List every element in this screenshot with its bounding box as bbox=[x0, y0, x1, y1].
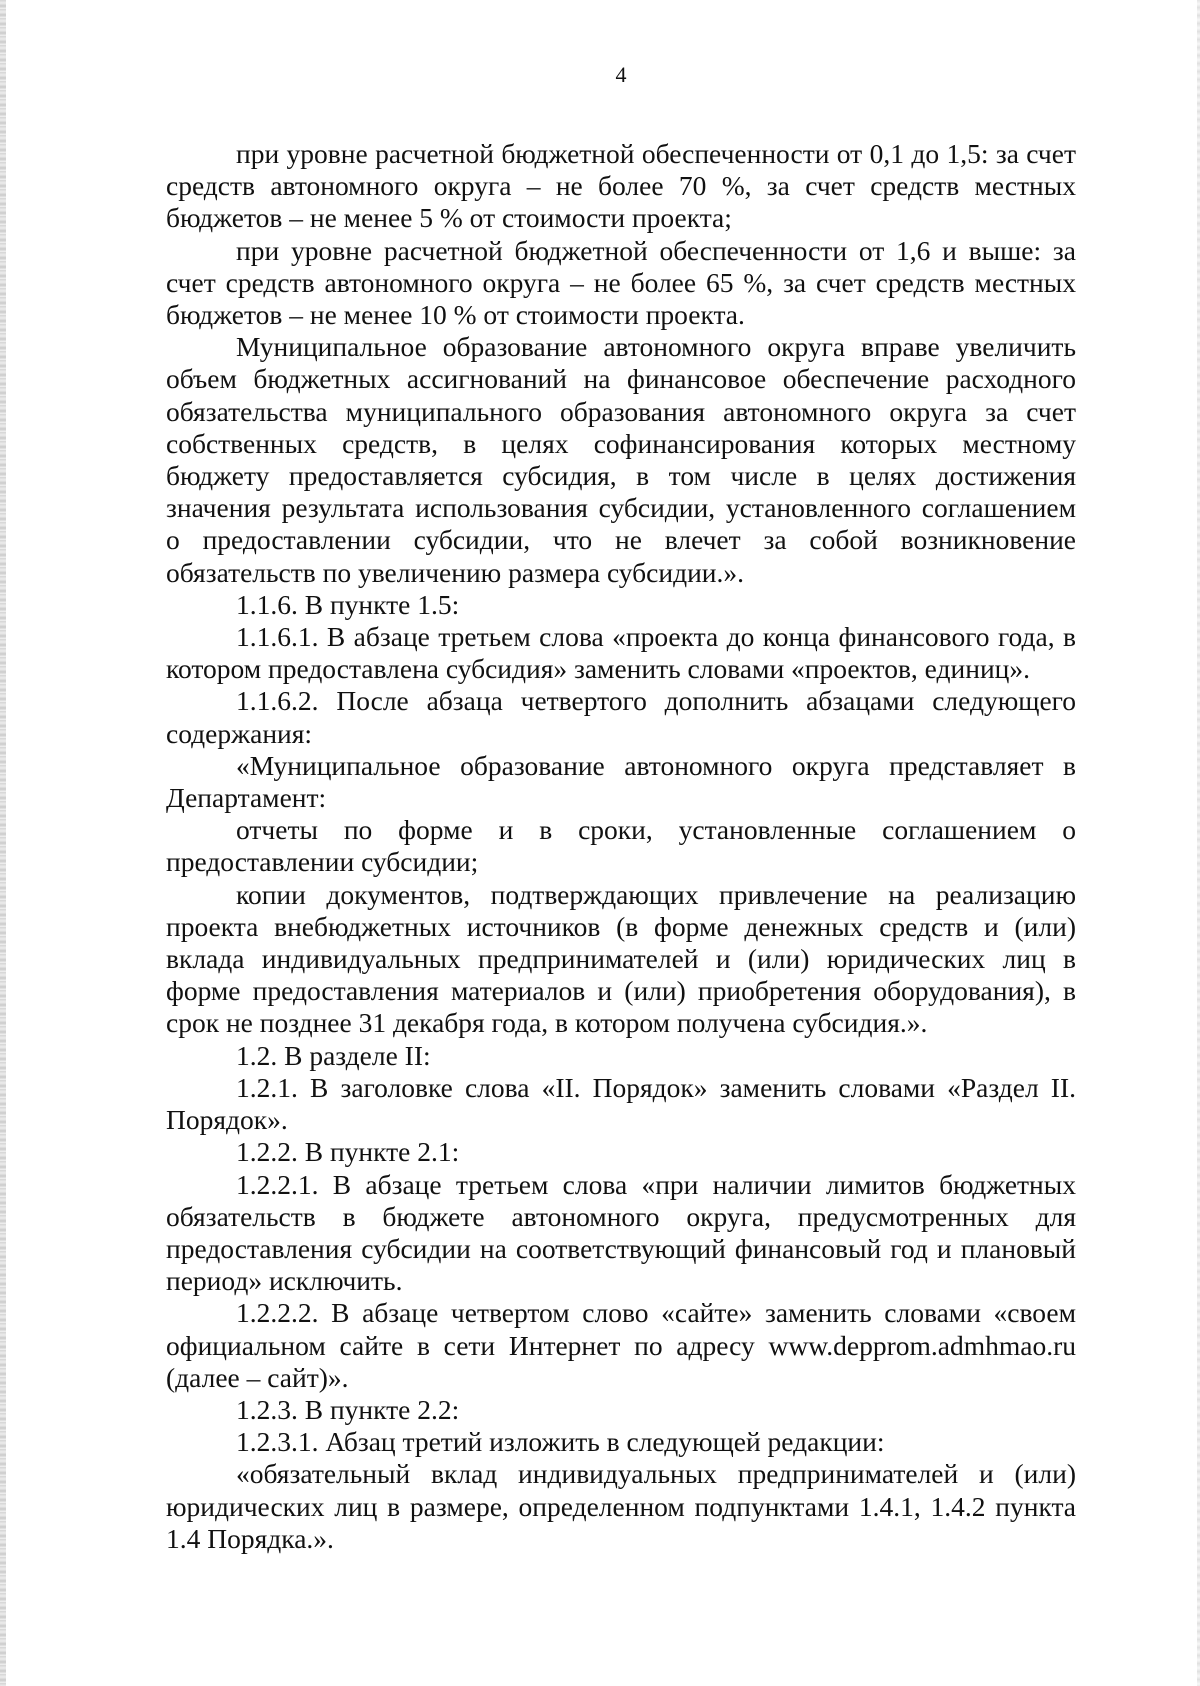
paragraph: Муниципальное образование автономного округа вправе увеличить объем бюджетных ассигнований на финансовое обеспечение расходного обязательства муниципального образования автономного округа за счет собственных средств, в целях софинансирования которых местному бюджету предоставляется субсидия, в том числе в целях достижения значения результата использования субсидии, установленного соглашением о предоставлении субсидии, что не влечет за собой возникновение обязательств по увеличению размера субсидии.». bbox=[166, 331, 1076, 588]
paragraph: 1.1.6.2. После абзаца четвертого дополнить абзацами следующего содержания: bbox=[166, 685, 1076, 749]
paragraph: копии документов, подтверждающих привлечение на реализацию проекта внебюджетных источников (в форме денежных средств и (или) вклада индивидуальных предпринимателей и (или) юридических лиц в форме предоставления материалов и (или) приобретения оборудования), в срок не позднее 31 декабря года, в котором получена субсидия.». bbox=[166, 878, 1076, 1039]
paragraph: 1.2.3.1. Абзац третий изложить в следующей редакции: bbox=[236, 1426, 885, 1458]
paragraph: 1.1.6. В пункте 1.5: bbox=[236, 588, 460, 620]
page-number: 4 bbox=[615, 62, 627, 87]
paragraph: «обязательный вклад индивидуальных предпринимателей и (или) юридических лиц в размере, определенном подпунктами 1.4.1, 1.4.2 пункта 1.4 Порядка.». bbox=[166, 1458, 1076, 1554]
paragraph: при уровне расчетной бюджетной обеспеченности от 0,1 до 1,5: за счет средств автономного округа – не более 70 %, за счет средств местных бюджетов – не менее 5 % от стоимости проекта; bbox=[166, 138, 1076, 234]
paragraph: 1.2.1. В заголовке слова «II. Порядок» заменить словами «Раздел II. Порядок». bbox=[166, 1071, 1076, 1136]
document-body bbox=[166, 138, 1076, 1555]
paragraph: при уровне расчетной бюджетной обеспеченности от 1,6 и выше: за счет средств автономного округа – не более 65 %, за счет средств местных бюджетов – не менее 10 % от стоимости проекта. bbox=[166, 234, 1076, 331]
paragraph: 1.2. В разделе II: bbox=[236, 1039, 431, 1071]
paragraph: 1.2.2. В пункте 2.1: bbox=[236, 1136, 460, 1168]
paragraph: отчеты по форме и в сроки, установленные соглашением о предоставлении субсидии; bbox=[166, 814, 1076, 878]
scan-edge-left bbox=[0, 0, 6, 1686]
paragraph: 1.2.3. В пункте 2.2: bbox=[236, 1393, 460, 1425]
paragraph: 1.2.2.2. В абзаце четвертом слово «сайте» заменить словами «своем официальном сайте в сети Интернет по адресу www.depprom.admhmao.ru (далее – сайт)». bbox=[166, 1297, 1076, 1393]
paragraph: «Муниципальное образование автономного округа представляет в Департамент: bbox=[166, 749, 1076, 814]
paragraph: 1.2.2.1. В абзаце третьем слова «при наличии лимитов бюджетных обязательств в бюджете автономного округа, предусмотренных для предоставления субсидии на соответствующий финансовый год и плановый период» исключить. bbox=[166, 1168, 1076, 1297]
paragraph: 1.1.6.1. В абзаце третьем слова «проекта до конца финансового года, в котором предоставлена субсидия» заменить словами «проектов, единиц». bbox=[166, 621, 1076, 685]
